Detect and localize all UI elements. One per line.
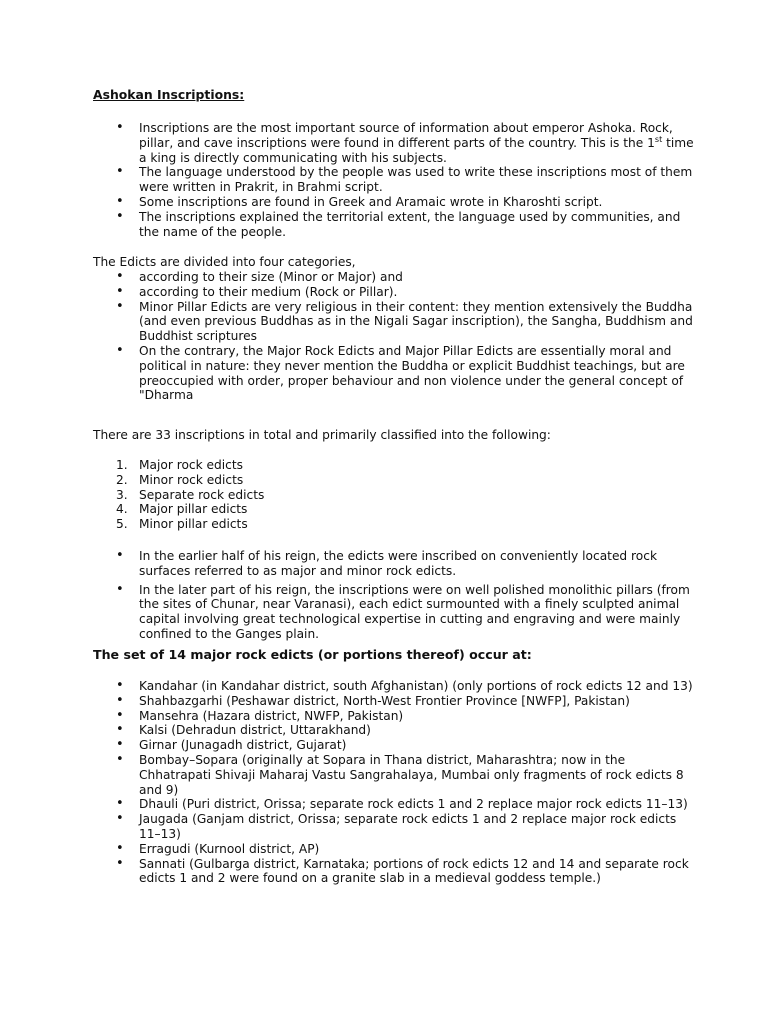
list-item-text: Minor Pillar Edicts are very religious in their content: they mention extensively the Buddha (and even previous Buddhas as in the Nigali Sagar inscription), the Sangha, Buddhism and Buddhist scriptures — [139, 299, 693, 344]
bullet-icon: • — [116, 707, 124, 723]
locations-bullet-list — [0, 679, 699, 886]
list-item — [0, 473, 699, 488]
list-item-text: Erragudi (Kurnool district, AP) — [139, 841, 320, 856]
list-item-text: Some inscriptions are found in Greek and Aramaic wrote in Kharoshti script. — [139, 194, 603, 209]
list-item — [0, 694, 699, 709]
list-item — [0, 488, 699, 503]
list-item — [0, 285, 699, 300]
list-item-text: Kandahar (in Kandahar district, south Afghanistan) (only portions of rock edicts 12 and 13) — [139, 679, 693, 693]
list-item-text: Shahbazgarhi (Peshawar district, North-West Frontier Province [NWFP], Pakistan) — [139, 693, 630, 708]
bullet-icon: • — [116, 840, 124, 856]
list-item-text: In the later part of his reign, the inscriptions were on well polished monolithic pillars (from the sites of Chunar, near Varanasi), each edict surmounted with a finely sculpted animal capital involving great technological expertise in cutting and engraving and were mainly confined to the Ganges plain. — [139, 582, 690, 641]
bullet-icon: • — [116, 298, 124, 314]
bullet-icon: • — [116, 120, 124, 135]
list-item — [0, 121, 699, 165]
categories-bullet-list — [0, 270, 699, 403]
list-item — [0, 517, 699, 532]
list-item-text: Mansehra (Hazara district, NWFP, Pakistan) — [139, 708, 404, 723]
superscript: st — [654, 134, 663, 144]
bullet-icon: • — [116, 164, 124, 180]
list-item — [0, 210, 699, 240]
list-item-text: Major pillar edicts — [139, 502, 248, 517]
bullet-icon: • — [116, 855, 124, 871]
bullet-icon: • — [116, 796, 124, 812]
list-item-text: Sannati (Gulbarga district, Karnataka; portions of rock edicts 12 and 14 and separate rock edicts 1 and 2 were found on a granite slab in a medieval goddess temple.) — [139, 856, 689, 886]
list-item — [0, 270, 699, 285]
bullet-icon: • — [116, 193, 124, 209]
list-number: 4. — [116, 502, 128, 517]
bullet-icon: • — [116, 342, 124, 358]
edicts-intro: The Edicts are divided into four categories, — [93, 255, 356, 269]
list-item — [0, 857, 699, 887]
list-item-text: Major rock edicts — [139, 458, 243, 472]
list-item — [0, 458, 699, 473]
list-item — [0, 723, 699, 738]
bullet-icon: • — [116, 548, 124, 563]
list-item — [0, 165, 699, 195]
bullet-icon: • — [116, 751, 124, 767]
list-item — [0, 583, 699, 642]
list-item-text: Bombay–Sopara (originally at Sopara in Thana district, Maharashtra; now in the Chhatrapati Shivaji Maharaj Vastu Sangrahalaya, Mumbai only fragments of rock edicts 8 and 9) — [139, 752, 684, 797]
list-item-text: Inscriptions are the most important source of information about emperor Ashoka. Rock, pillar, and cave inscriptions were found in different parts of the country. This is the 1 — [139, 121, 673, 150]
list-item-text: Separate rock edicts — [139, 487, 265, 502]
list-item-text: The inscriptions explained the territorial extent, the language used by communities, and the name of the people. — [139, 209, 681, 239]
list-item — [0, 812, 699, 842]
page-title: Ashokan Inscriptions: — [93, 87, 245, 102]
bullet-icon: • — [116, 283, 124, 299]
total-intro: There are 33 inscriptions in total and primarily classified into the following: — [93, 428, 551, 442]
list-item — [0, 300, 699, 344]
bullet-icon: • — [116, 208, 124, 224]
list-item — [0, 549, 699, 579]
bullet-icon: • — [116, 678, 124, 693]
list-item — [0, 679, 699, 694]
list-item-text: Dhauli (Puri district, Orissa; separate rock edicts 1 and 2 replace major rock edicts 11–13) — [139, 797, 688, 812]
list-number: 1. — [116, 458, 128, 472]
list-item-text: Kalsi (Dehradun district, Uttarakhand) — [139, 723, 371, 738]
bullet-icon: • — [116, 581, 124, 597]
list-item-text: Girnar (Junagadh district, Gujarat) — [139, 738, 347, 753]
list-item — [0, 709, 699, 724]
reign-bullet-list — [0, 549, 699, 642]
list-item-text: In the earlier half of his reign, the edicts were inscribed on conveniently located rock surfaces referred to as major and minor rock edicts. — [139, 549, 658, 578]
list-item-text: according to their size (Minor or Major) and — [139, 270, 403, 284]
list-item — [0, 738, 699, 753]
list-item — [0, 753, 699, 797]
major-edicts-heading: The set of 14 major rock edicts (or portions thereof) occur at: — [93, 647, 532, 662]
list-item — [0, 502, 699, 517]
list-item-text: Minor rock edicts — [139, 472, 244, 487]
list-item-text: time a king is directly communicating with his subjects. — [139, 135, 694, 165]
list-item-text: On the contrary, the Major Rock Edicts and Major Pillar Edicts are essentially moral and political in nature: they never mention the Buddha or explicit Buddhist teachings, but are preoccupied with order, proper behaviour and non violence under the general concept of "Dharma — [139, 343, 685, 403]
bullet-icon: • — [116, 737, 124, 753]
bullet-icon: • — [116, 811, 124, 827]
list-item — [0, 797, 699, 812]
bullet-icon: • — [116, 692, 124, 708]
classification-list — [0, 458, 699, 532]
list-number: 3. — [116, 487, 128, 502]
list-item-text: Jaugada (Ganjam district, Orissa; separate rock edicts 1 and 2 replace major rock edicts 11–13) — [139, 812, 677, 841]
bullet-icon: • — [116, 269, 124, 284]
list-item — [0, 195, 699, 210]
bullet-icon: • — [116, 722, 124, 738]
list-item — [0, 344, 699, 403]
list-item — [0, 842, 699, 857]
list-item-text: The language understood by the people was used to write these inscriptions most of them were written in Prakrit, in Brahmi script. — [139, 165, 693, 195]
intro-bullet-list — [0, 121, 699, 239]
list-number: 2. — [116, 472, 128, 487]
list-number: 5. — [116, 517, 128, 532]
list-item-text: according to their medium (Rock or Pillar). — [139, 284, 398, 299]
list-item-text: Minor pillar edicts — [139, 517, 248, 532]
